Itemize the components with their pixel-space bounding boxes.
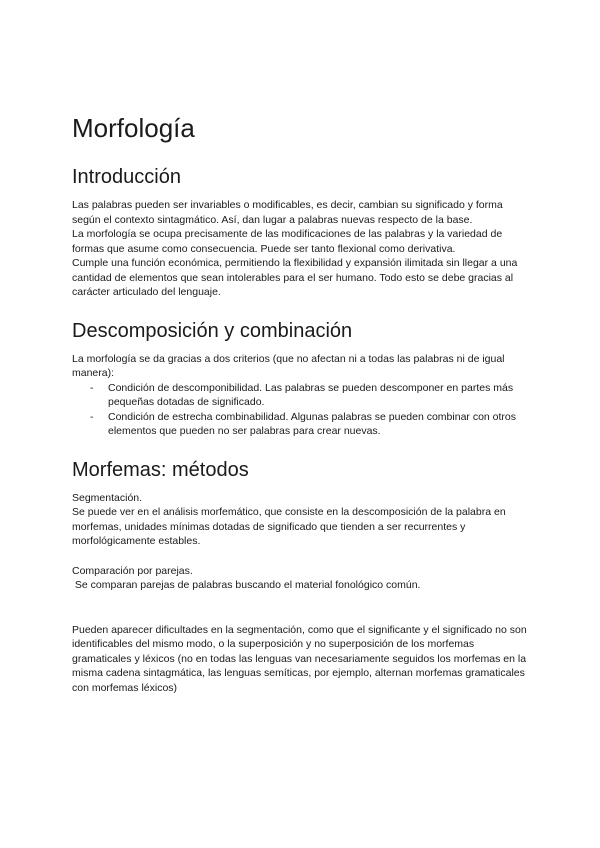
list-item: - Condición de descomponibilidad. Las palabras se pueden descomponer en partes más pequeñas dotadas de significado. bbox=[72, 381, 532, 410]
dificultades-paragraph: Pueden aparecer dificultades en la segmentación, como que el significante y el significado no son identificables del mismo modo, o la superposición y no superposición de los morfemas gramaticales y léxicos (no en todas las lenguas van necesariamente seguidos los morfemas en la misma cadena sintagmática, las lenguas semíticas, por ejemplo, alternan morfemas gramaticales con morfemas léxicos) bbox=[72, 623, 527, 694]
segmentacion-text: Se puede ver en el análisis morfemático, que consiste en la descomposición de la palabra en morfemas, unidades mínimas dotadas de significado que tienden a ser recurrentes y morfológicamente estables. bbox=[72, 506, 506, 547]
intro-paragraph-3: Cumple una función económica, permitiendo la flexibilidad y expansión ilimitada sin llegar a una cantidad de elementos que sean intolerables para el ser humano. Todo esto se debe gracias al carácter articulado del lenguaje. bbox=[72, 257, 518, 298]
segmentacion-label: Segmentación. bbox=[72, 491, 143, 504]
intro-paragraph-2: La morfología se ocupa precisamente de las modificaciones de las palabras y la variedad de formas que asume como consecuencia. Puede ser tanto flexional como derivativa. bbox=[72, 228, 503, 255]
list-item: - Condición de estrecha combinabilidad. Algunas palabras se pueden combinar con otros elementos que pueden no ser palabras para crear nuevas. bbox=[72, 410, 532, 439]
section-heading-descomposicion: Descomposición y combinación bbox=[72, 319, 353, 342]
comparacion-label: Comparación por parejas. bbox=[72, 564, 193, 577]
descomposicion-intro: La morfología se da gracias a dos criterios (que no afectan ni a todas las palabras ni de igual manera): bbox=[72, 352, 505, 379]
section-heading-morfemas: Morfemas: métodos bbox=[72, 458, 249, 481]
comparacion-text: Se comparan parejas de palabras buscando el material fonológico común. bbox=[72, 579, 421, 591]
document-body bbox=[72, 112, 532, 695]
intro-paragraph-1: Las palabras pueden ser invariables o modificables, es decir, cambian su significado y forma según el contexto sintagmático. Así, dan lugar a palabras nuevas respecto de la base. bbox=[72, 199, 503, 226]
section-heading-introduccion: Introducción bbox=[72, 166, 181, 188]
criteria-list bbox=[72, 381, 532, 439]
document-title: Morfología bbox=[72, 113, 195, 143]
